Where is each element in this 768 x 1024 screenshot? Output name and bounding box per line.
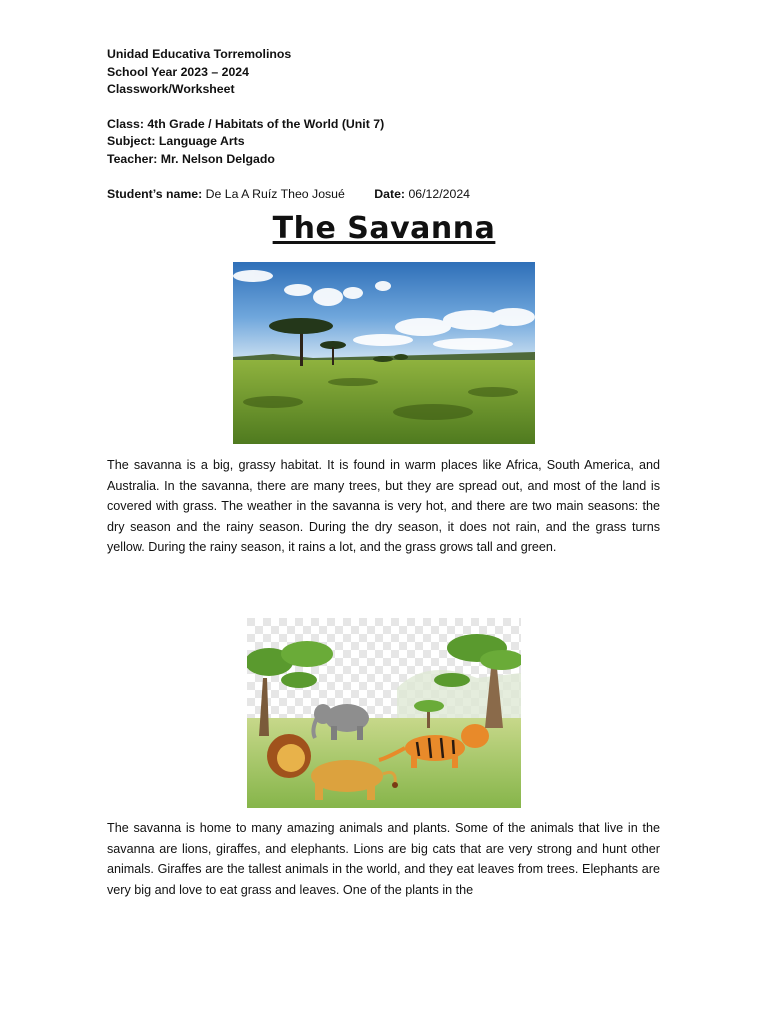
date-value: 06/12/2024: [408, 187, 470, 201]
paragraph-animals: The savanna is home to many amazing animals and plants. Some of the animals that live in the savanna are lions, giraffes, and elephants. Lions are big cats that are very strong and hunt other animals. Giraffes are the tallest animals in the world, and they eat leaves from trees. Elephants are very big and love to eat grass and leaves. One of the plants in the: [107, 821, 660, 897]
student-name-value: De La A Ruíz Theo Josué: [205, 187, 345, 201]
savanna-photo: [233, 262, 535, 444]
subject-info: Subject: Language Arts: [107, 134, 245, 148]
student-name-label: Student’s name:: [107, 187, 203, 201]
savanna-animals-illustration: [247, 618, 521, 808]
school-name: Unidad Educativa Torremolinos: [107, 47, 292, 61]
class-info: Class: 4th Grade / Habitats of the World (Unit 7): [107, 116, 385, 131]
student-line: [107, 186, 470, 203]
page-title: The Savanna: [272, 211, 496, 246]
date-label: Date:: [374, 187, 406, 201]
teacher-info: Teacher: Mr. Nelson Delgado: [107, 151, 275, 166]
school-year: School Year 2023 – 2024: [107, 64, 249, 79]
worksheet-header: [107, 46, 384, 168]
document-type: Classwork/Worksheet: [107, 82, 235, 96]
paragraph-habitat: The savanna is a big, grassy habitat. It is found in warm places like Africa, South America, and Australia. In the savanna, there are many trees, but they are spread out, and most of the land is covered with grass. The weather in the savanna is very hot, and there are two main seasons: the dry season and the rainy season. During the dry season, it does not rain, and the grass turns yellow. During the rainy season, it rains a lot, and the grass grows tall and green.: [107, 458, 660, 555]
